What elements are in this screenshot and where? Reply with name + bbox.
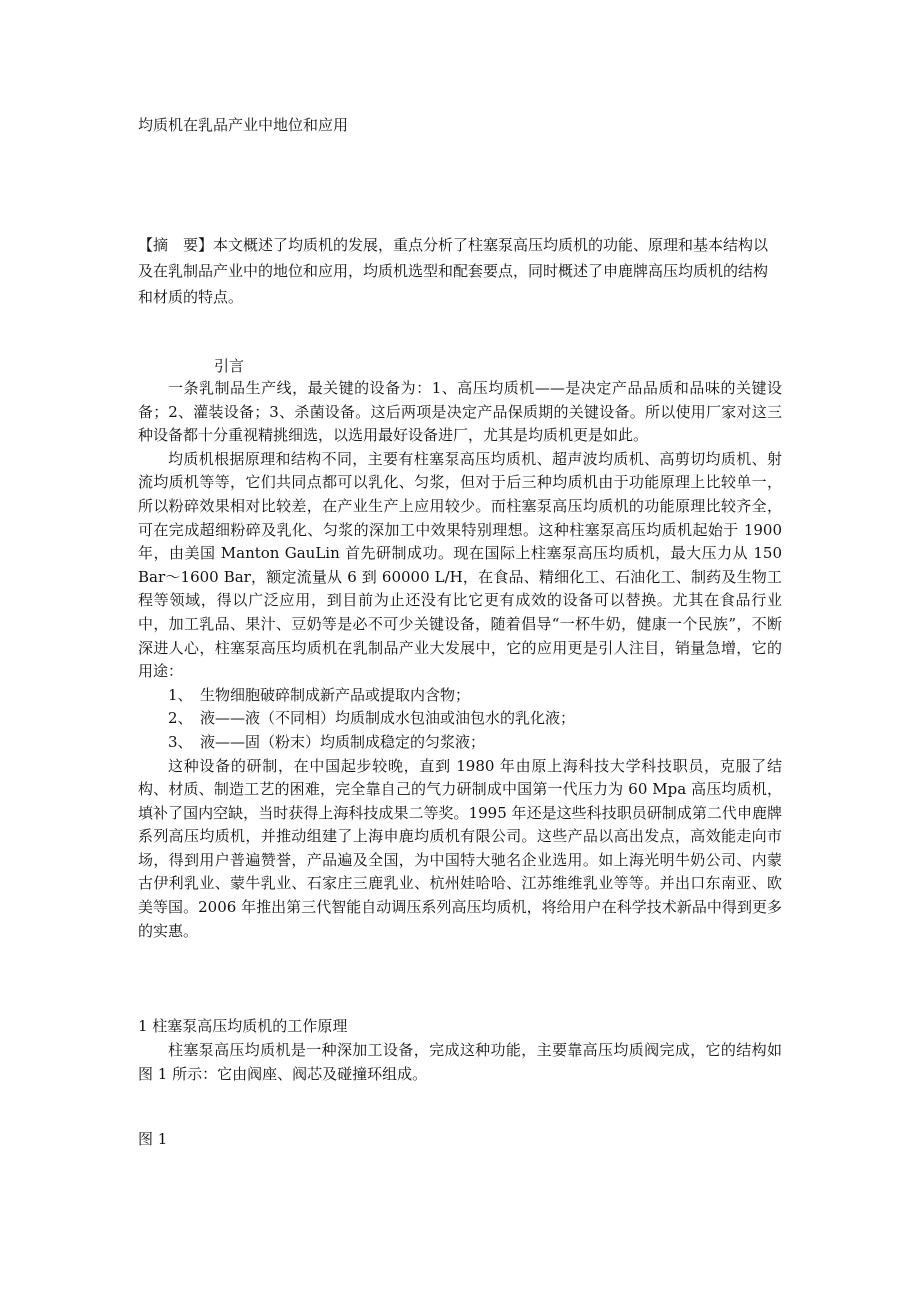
document-title: 均质机在乳品产业中地位和应用 <box>138 116 349 134</box>
section-1-paragraph: 柱塞泵高压均质机是一种深加工设备，完成这种功能，主要靠高压均质阀完成，它的结构如图 1 所示：它由阀座、阀芯及碰撞环组成。 <box>138 1041 782 1083</box>
intro-paragraph-2: 均质机根据原理和结构不同，主要有柱塞泵高压均质机、超声波均质机、高剪切均质机、射流均质机等等，它们共同点都可以乳化、匀浆，但对于后三种均质机由于功能原理上比较单一，所以粉碎效果相对比较差，在产业生产上应用较少。而柱塞泵高压均质机的功能原理比较齐全，可在完成超细粉碎及乳化、匀浆的深加工中效果特别理想。这种柱塞泵高压均质机起始于 1900 年，由美国 Manton GauLin 首先研制成功。现在国际上柱塞泵高压均质机，最大压力从 150 Bar～1600 Bar，额定流量从 6 到 60000 L/H，在食品、精细化工、石油化工、制药及生物工程等领域，得以广泛应用，到目前为止还没有比它更有成效的设备可以替换。尤其在食品行业中，加工乳品、果汁、豆奶等是必不可少关键设备，随着倡导“一杯牛奶，健康一个民族”，不断深进人心，柱塞泵高压均质机在乳制品产业大发展中，它的应用更是引人注目，销量急增，它的用途： <box>138 449 782 681</box>
usage-list-item-2: 2、 液——液（不同相）均质制成水包油或油包水的乳化液； <box>168 709 576 728</box>
intro-heading: 引言 <box>214 357 245 375</box>
section-1-heading: 1 柱塞泵高压均质机的工作原理 <box>138 1017 348 1035</box>
history-paragraph: 这种设备的研制，在中国起步较晚，直到 1980 年由原上海科技大学科技职员，克服了结构、材质、制造工艺的困难，完全靠自己的气力研制成中国第一代压力为 60 Mpa 高压均质机，填补了国内空缺，当时获得上海科技成果二等奖。1995 年还是这些科技职员研制成第二代申鹿牌系列高压均质机，并推动组建了上海申鹿均质机有限公司。这些产品以高出发点，高效能走向市场，得到用户普遍赞誉，产品遍及全国，为中国特大驰名企业选用。如上海光明牛奶公司、内蒙古伊利乳业、蒙牛乳业、石家庄三鹿乳业、杭州娃哈哈、江苏维维乳业等等。并出口东南亚、欧美等国。2006 年推出第三代智能自动调压系列高压均质机，将给用户在科学技术新品中得到更多的实惠。 <box>138 756 782 940</box>
intro-body <box>138 377 782 943</box>
intro-paragraph-1: 一条乳制品生产线，最关键的设备为：1、高压均质机——是决定产品品质和品味的关键设备；2、灌装设备；3、杀菌设备。这后两项是决定产品保质期的关键设备。所以使用厂家对这三种设备都十分重视精挑细选，以选用最好设备进厂，尤其是均质机更是如此。 <box>138 379 782 445</box>
usage-list-item-3: 3、 液——固（粉末）均质制成稳定的匀浆液； <box>168 732 486 751</box>
usage-list-item-1: 1、 生物细胞破碎制成新产品或提取内含物； <box>168 685 471 704</box>
figure-1-caption: 图 1 <box>138 1130 168 1148</box>
abstract-paragraph: 【摘 要】本文概述了均质机的发展，重点分析了柱塞泵高压均质机的功能、原理和基本结构以及在乳制品产业中的地位和应用，均质机选型和配套要点，同时概述了申鹿牌高压均质机的结构和材质的特点。 <box>138 236 769 306</box>
